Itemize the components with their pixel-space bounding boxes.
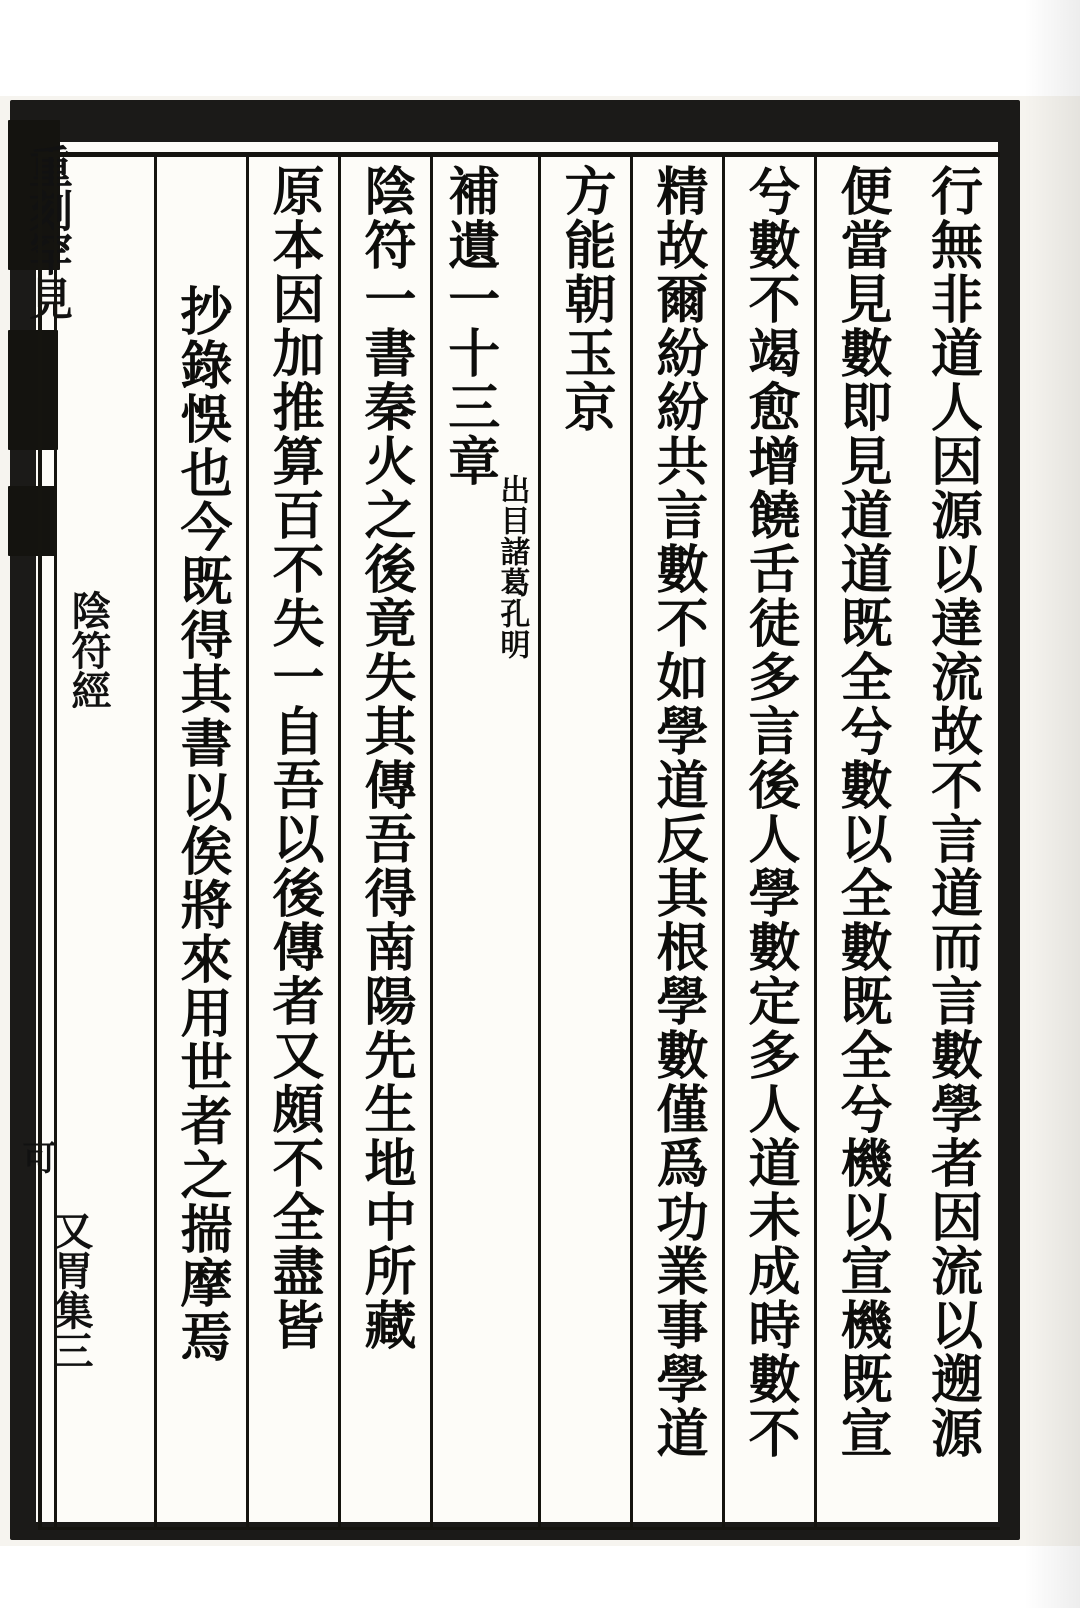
column-text: 抄錄悞也今既得其書以俟將來用世者之揣摩焉 [171,284,233,1364]
column-text: 兮數不竭愈增饒舌徒多言後人學數定多人道未成時數不 [739,164,801,1460]
text-column-2 [814,156,906,1528]
paper-right-shadow [1024,0,1080,1608]
column-text: 行無非道人因源以達流故不言道而言數學者因流以遡源 [921,164,983,1460]
spine-section-label: 陰符經 [65,590,112,710]
column-text: 陰符一書秦火之後竟失其傳吾得南陽先生地中所藏 [355,164,417,1352]
text-column-3 [722,156,814,1528]
text-columns [40,156,998,1528]
text-column-6-heading [430,156,538,1528]
column-text: 原本因加推算百不失一自吾以後傳者又頗不全盡皆 [263,164,325,1352]
chapter-heading: 補遺一十三章 [438,164,500,488]
text-column-7 [338,156,430,1528]
paper-bottom-margin [0,1546,1080,1608]
spine-page-marker: 可 [16,1140,56,1174]
text-column-10-blank [54,156,154,1528]
column-text: 方能朝玉京 [555,164,617,434]
spine-collection-label: 又胃集三 [47,1210,94,1370]
text-column-1 [906,156,998,1528]
text-column-5 [538,156,630,1528]
text-column-8 [246,156,338,1528]
spine-title: 重刻罕見 [21,144,72,320]
text-column-9 [154,156,246,1528]
column-text: 便當見數即見道道既全兮數以全數既全兮機以宣機既宣 [831,164,893,1460]
column-text: 精故爾紛紛共言數不如學道反其根學數僅爲功業事學道 [647,164,709,1460]
text-column-4 [630,156,722,1528]
chapter-heading-annotation: 出目諸葛孔明 [494,474,530,660]
paper-top-margin [0,0,1080,96]
